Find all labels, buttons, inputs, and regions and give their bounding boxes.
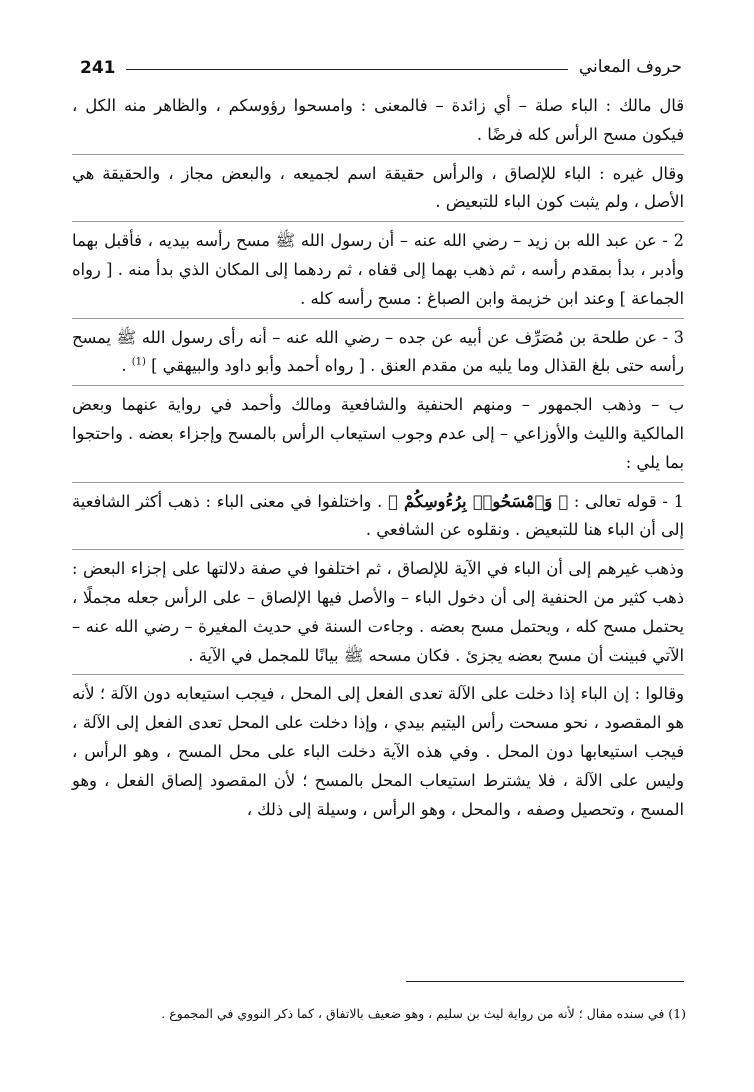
hadith-talha-end: . xyxy=(121,356,127,376)
paragraph-separator xyxy=(72,385,684,386)
paragraph-separator xyxy=(72,674,684,675)
header-rule xyxy=(126,69,568,70)
page-header xyxy=(80,56,682,84)
paragraph-separator xyxy=(72,221,684,222)
footnote-reference[interactable]: (1) xyxy=(131,356,146,368)
paragraph-separator xyxy=(72,318,684,319)
page-number: 241 xyxy=(80,58,116,78)
footnote: (1) في سنده مقال ؛ لأنه من رواية ليث بن سليم ، وهو ضعيف بالاتفاق ، كما ذكر النووي في المجموع . xyxy=(161,1006,686,1021)
paragraph-separator xyxy=(72,482,684,483)
paragraph-hadith-talha xyxy=(72,324,684,382)
paragraph-maliki-opinion: قال مالك : الباء صلة – أي زائدة – فالمعنى : وامسحوا رؤوسكم ، والظاهر منه الكل ، فيكون مسح الرأس كله فرضًا . xyxy=(72,96,684,144)
quran-evidence-rest: . واختلفوا في معنى الباء : ذهب أكثر الشافعية إلى أن الباء هنا للتبعيض . ونقلوه عن الشافعي . xyxy=(72,491,684,540)
paragraph-ilsaq-opinion: وذهب غيرهم إلى أن الباء في الآية للإلصاق ، ثم اختلفوا في صفة دلالتها على إجزاء البعض : ذهب كثير من الحنفية إلى أن دخول الباء – والأصل فيها الإلصاق – على الرأس جعله مجملًا ، يحتمل مسح كله ، ويحتمل مسح بعضه . وجاءت السنة في حديث المغيرة – رضي الله عنه – الآتي فبينت أن مسح بعضه يجزئ . فكان مسحه ﷺ بيانًا للمجمل في الآية . xyxy=(72,559,684,665)
paragraph-separator xyxy=(72,549,684,550)
paragraph-separator xyxy=(72,154,684,155)
quran-evidence-intro: 1 - قوله تعالى : xyxy=(573,491,684,511)
paragraph-others-opinion: وقال غيره : الباء للإلصاق ، والرأس حقيقة اسم لجميعه ، والبعض مجاز ، والحقيقة هي الأصل ، ولم يثبت كون الباء للتبعيض . xyxy=(72,163,684,212)
body-text xyxy=(72,92,684,824)
paragraph-tool-and-place: وقالوا : إن الباء إذا دخلت على الآلة تعدى الفعل إلى المحل ، فيجب استيعابه دون الآلة ؛ لأنه هو المقصود ، نحو مسحت رأس اليتيم بيدي ، وإذا دخلت على المحل تعدى الفعل إلى الآلة ، فيجب استيعابها دون المحل . وفي هذه الآية دخلت الباء على محل المسح ، وهو الرأس ، وليس على الآلة ، فلا يشترط استيعاب المحل بالمسح ؛ لأن المقصود إلصاق الفعل ، وهو المسح ، وتحصيل وصفه ، والمحل ، وهو الرأس ، وسيلة إلى ذلك ، xyxy=(72,684,684,819)
paragraph-jumhur-opinion: ب – وذهب الجمهور – ومنهم الحنفية والشافعية ومالك وأحمد في رواية عنهما وبعض المالكية والليث والأوزاعي – إلى عدم وجوب استيعاب الرأس بالمسح وإجزاء بعضه . واحتجوا بما يلي : xyxy=(72,395,684,472)
paragraph-hadith-abdullah-bin-zaid: 2 - عن عبد الله بن زيد – رضي الله عنه – أن رسول الله ﷺ مسح رأسه بيديه ، فأقبل بهما وأدبر ، بدأ بمقدم رأسه ، ثم ذهب بهما إلى قفاه ، ثم ردهما إلى المكان الذي بدأ منه . [ رواه الجماعة ] وعند ابن خزيمة وابن الصباغ : مسح رأسه كله . xyxy=(72,231,684,308)
paragraph-quran-evidence xyxy=(72,488,684,546)
quran-verse: ﴿ وَٱمْسَحُوا۟ بِرُءُوسِكُمْ ﴾ xyxy=(388,491,569,511)
hadith-talha-text: 3 - عن طلحة بن مُصَرِّف عن أبيه عن جده – رضي الله عنه – أنه رأى رسول الله ﷺ يمسح رأسه حتى بلغ القذال وما يليه من مقدم العنق . [ رواه أحمد وأبو داود والبيهقي ] xyxy=(72,327,684,376)
footnote-rule xyxy=(406,981,684,982)
running-title: حروف المعاني xyxy=(578,57,682,77)
